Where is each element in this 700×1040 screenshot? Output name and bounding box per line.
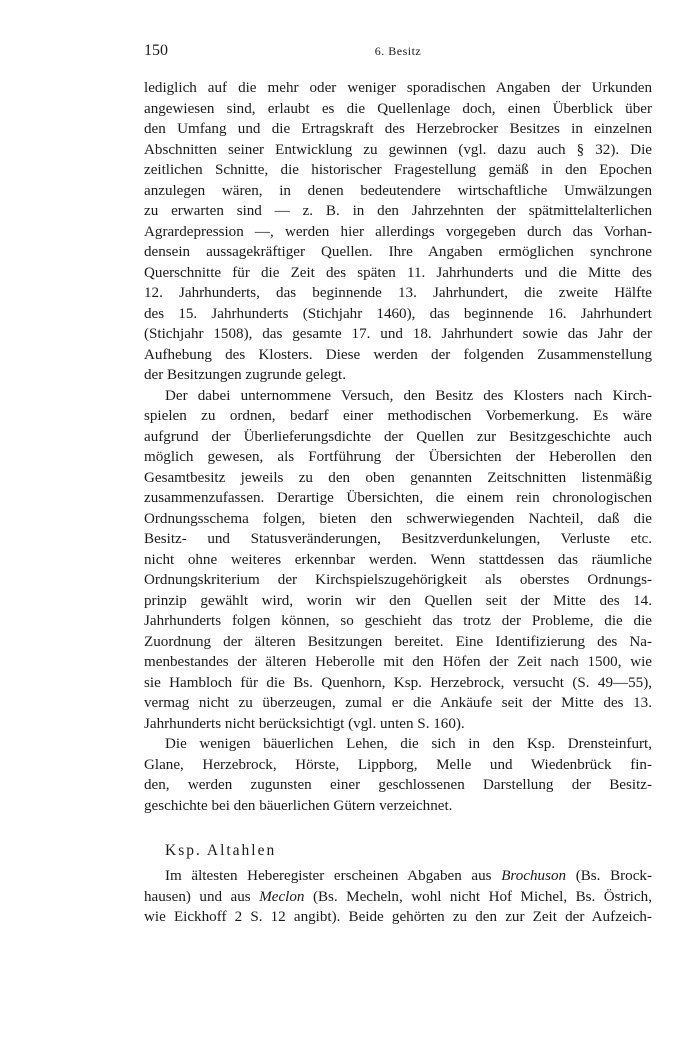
place-name-italic: Brochuson bbox=[501, 868, 567, 884]
text-line: der Besitzungen zugrunde gelegt. bbox=[144, 367, 347, 383]
text-line: aufgrund der Überlieferungsdichte der Quellen zur Besitzgeschichte auch bbox=[144, 428, 652, 445]
text-line: densein aussagekräftiger Quellen. Ihre Angaben ermöglichen synchrone bbox=[144, 244, 652, 260]
running-head: 6. Besitz bbox=[374, 44, 422, 58]
text-line: nicht ohne weiteres erkennbar werden. Wenn stattdessen das räumliche bbox=[144, 551, 652, 568]
text-line: Aufhebung des Klosters. Diese werden der folgenden Zusammenstellung bbox=[144, 346, 652, 363]
text-line: Besitz- und Statusveränderungen, Besitzverdunkelungen, Verluste etc. bbox=[144, 531, 652, 547]
page-number: 150 bbox=[144, 42, 168, 59]
text-line: des 15. Jahrhunderts (Stichjahr 1460), das beginnende 16. Jahrhundert bbox=[144, 305, 652, 322]
page-header bbox=[144, 42, 652, 64]
paragraphs bbox=[144, 78, 652, 816]
text-run: (Bs. Mecheln, wohl nicht Hof Michel, Bs. Östrich, bbox=[304, 888, 652, 905]
text-line: Der dabei unternommene Versuch, den Besitz des Klosters nach Kirch- bbox=[165, 387, 652, 404]
text-line: Ordnungskriterium der Kirchspielszugehörigkeit als oberstes Ordnungs- bbox=[144, 572, 652, 588]
text-line: den, werden zugunsten einer geschlossenen Darstellung der Besitz- bbox=[144, 777, 652, 793]
text-line: (Stichjahr 1508), das gesamte 17. und 18. Jahrhundert sowie das Jahr der bbox=[144, 326, 652, 342]
text-run: Im ältesten Heberegister erscheinen Abgaben aus bbox=[165, 868, 502, 884]
text-line: den Umfang und die Ertragskraft des Herzebrocker Besitzes in einzelnen bbox=[144, 121, 652, 137]
text-line: Ordnungsschema folgen, bieten den schwerwiegenden Nachteil, daß die bbox=[144, 510, 652, 527]
body-text bbox=[144, 78, 652, 928]
text-line: Die wenigen bäuerlichen Lehen, die sich in den Ksp. Drensteinfurt, bbox=[165, 736, 652, 752]
text-line bbox=[144, 866, 652, 887]
text-line: prinzip gewählt wird, worin wir den Quellen seit der Mitte des 14. bbox=[144, 592, 652, 609]
section-heading: Ksp. Altahlen bbox=[165, 842, 277, 859]
text-line: Glane, Herzebrock, Hörste, Lippborg, Melle und Wiedenbrück fin- bbox=[144, 756, 652, 773]
text-line: lediglich auf die mehr oder weniger sporadischen Angaben der Urkunden bbox=[144, 80, 652, 96]
place-name-italic: Meclon bbox=[259, 888, 305, 905]
text-line: sie Hambloch für die Bs. Quenhorn, Ksp. Herzebrock, versucht (S. 49—55), bbox=[144, 674, 652, 691]
text-run: hausen) und aus bbox=[144, 888, 260, 905]
text-line: zu erwarten sind — z. B. in den Jahrzehnten der spätmittelalterlichen bbox=[144, 203, 652, 219]
text-line: Gesamtbesitz jeweils zu den oben genannten Zeitschnitten listenmäßig bbox=[144, 469, 652, 486]
text-line: vermag nicht zu überzeugen, zumal er die Ankäufe seit der Mitte des 13. bbox=[144, 695, 652, 711]
paragraph bbox=[144, 734, 652, 816]
text-line: Querschnitte für die Zeit des späten 11. Jahrhunderts und die Mitte des bbox=[144, 264, 652, 281]
text-line: Jahrhunderts nicht berücksichtigt (vgl. unten S. 160). bbox=[144, 715, 465, 732]
text-line: 12. Jahrhunderts, das beginnende 13. Jahrhundert, die zweite Hälfte bbox=[144, 285, 652, 301]
text-line: angewiesen sind, erlaubt es die Quellenlage doch, einen Überblick über bbox=[144, 100, 652, 117]
text-line: möglich gewesen, als Fortführung der Übersichten der Heberollen den bbox=[144, 449, 652, 465]
text-line: geschichte bei den bäuerlichen Gütern verzeichnet. bbox=[144, 797, 453, 814]
text-run: (Bs. Brock- bbox=[566, 868, 653, 884]
text-line: Jahrhunderts folgen können, so geschieht das trotz der Probleme, die die bbox=[144, 613, 652, 629]
text-line: Abschnitten seiner Entwicklung zu gewinnen (vgl. dazu auch § 32). Die bbox=[144, 141, 652, 158]
section-gap bbox=[144, 816, 652, 840]
paragraph bbox=[144, 386, 652, 735]
text-line bbox=[144, 887, 652, 908]
text-line: Agrardepression —, werden hier allerdings vorgegeben durch das Vorhan- bbox=[144, 223, 652, 240]
text-line: menbestandes der älteren Heberolle mit den Höfen der Zeit nach 1500, wie bbox=[144, 654, 652, 670]
text-line: spielen zu ordnen, bedarf einer methodischen Vorbemerkung. Es wäre bbox=[144, 408, 652, 424]
paragraph bbox=[144, 78, 652, 386]
text-line: zeitlichen Schnitte, die historischer Fragestellung gemäß in den Epochen bbox=[144, 162, 652, 178]
text-line: wie Eickhoff 2 S. 12 angibt). Beide gehörten zu den zur Zeit der Aufzeich- bbox=[144, 909, 652, 925]
text-line: Zuordnung der älteren Besitzungen bereitet. Eine Identifizierung des Na- bbox=[144, 633, 652, 650]
paragraph bbox=[144, 866, 652, 928]
text-line: anzulegen wären, in denen bedeutendere wirtschaftliche Umwälzungen bbox=[144, 182, 652, 199]
text-line: zusammenzufassen. Derartige Übersichten, die einem rein chronologischen bbox=[144, 490, 652, 506]
